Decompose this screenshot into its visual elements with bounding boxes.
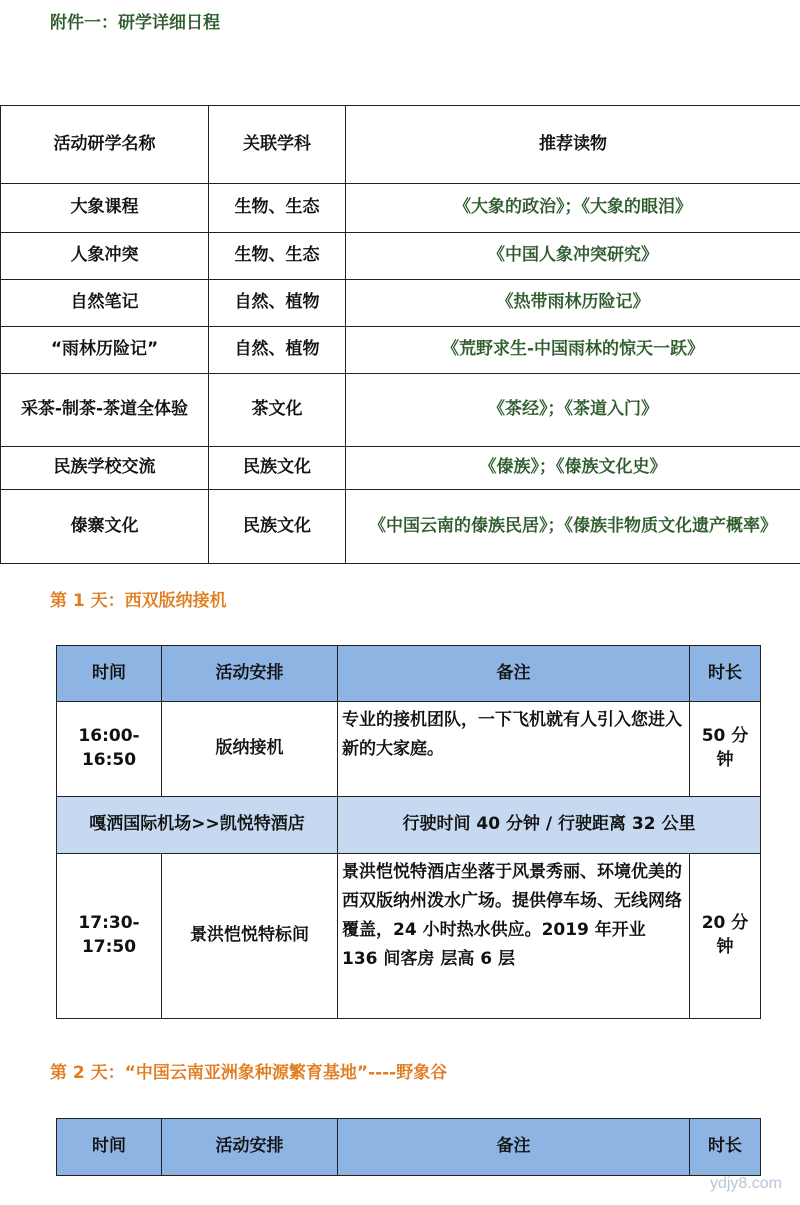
day2-heading: 第 2 天：“中国云南亚洲象种源繁育基地”----野象谷: [50, 1063, 448, 1083]
time-cell: 16:00-16:50: [57, 702, 162, 797]
table-row: [1, 280, 800, 327]
activity-name: 采茶-制茶-茶道全体验: [1, 374, 209, 447]
recommended-books: 《中国人象冲突研究》: [346, 233, 800, 280]
header-cell: 活动研学名称: [1, 106, 209, 184]
header-duration: 时长: [690, 1119, 761, 1176]
table-header-row: [1, 106, 800, 184]
activity-cell: 版纳接机: [162, 702, 338, 797]
recommended-books: 《中国云南的傣族民居》；《傣族非物质文化遗产概率》: [346, 490, 800, 564]
table-row: [1, 184, 800, 233]
activity-name: 人象冲突: [1, 233, 209, 280]
transfer-route: 嘎洒国际机场>>凯悦特酒店: [57, 797, 338, 854]
schedule-row: [57, 702, 761, 797]
activity-name: 民族学校交流: [1, 447, 209, 490]
subject: 自然、植物: [209, 327, 346, 374]
table-row: [1, 447, 800, 490]
subject: 生物、生态: [209, 184, 346, 233]
subject: 民族文化: [209, 447, 346, 490]
reading-table: [0, 105, 800, 564]
recommended-books: 《茶经》；《茶道入门》: [346, 374, 800, 447]
day1-schedule-table: [56, 645, 761, 1019]
recommended-books: 《傣族》；《傣族文化史》: [346, 447, 800, 490]
watermark: ydjy8.com: [709, 1175, 782, 1192]
recommended-books: 《大象的政治》；《大象的眼泪》: [346, 184, 800, 233]
transfer-row: [57, 797, 761, 854]
activity-name: 自然笔记: [1, 280, 209, 327]
subject: 民族文化: [209, 490, 346, 564]
duration-cell: 50 分钟: [690, 702, 761, 797]
header-time: 时间: [57, 646, 162, 702]
duration-cell: 20 分钟: [690, 854, 761, 1019]
recommended-books: 《荒野求生-中国雨林的惊天一跃》: [346, 327, 800, 374]
header-cell: 推荐读物: [346, 106, 800, 184]
note-cell: 景洪恺悦特酒店坐落于风景秀丽、环境优美的西双版纳州泼水广场。提供停车场、无线网络覆盖，24 小时热水供应。2019 年开业 136 间客房 层高 6 层: [338, 854, 690, 1019]
activity-name: 傣寨文化: [1, 490, 209, 564]
time-cell: 17:30-17:50: [57, 854, 162, 1019]
note-cell: 专业的接机团队，一下飞机就有人引入您进入新的大家庭。: [338, 702, 690, 797]
subject: 自然、植物: [209, 280, 346, 327]
subject: 茶文化: [209, 374, 346, 447]
day1-heading: 第 1 天：西双版纳接机: [50, 591, 227, 611]
table-row: [1, 233, 800, 280]
transfer-info: 行驶时间 40 分钟 / 行驶距离 32 公里: [338, 797, 761, 854]
header-time: 时间: [57, 1119, 162, 1176]
activity-cell: 景洪恺悦特标间: [162, 854, 338, 1019]
activity-name: “雨林历险记”: [1, 327, 209, 374]
day2-schedule-table: [56, 1118, 761, 1176]
subject: 生物、生态: [209, 233, 346, 280]
table-row: [1, 374, 800, 447]
schedule-header-row: [57, 1119, 761, 1176]
header-note: 备注: [338, 646, 690, 702]
header-duration: 时长: [690, 646, 761, 702]
header-activity: 活动安排: [162, 1119, 338, 1176]
activity-name: 大象课程: [1, 184, 209, 233]
header-note: 备注: [338, 1119, 690, 1176]
schedule-row: [57, 854, 761, 1019]
header-activity: 活动安排: [162, 646, 338, 702]
page-title: 附件一：研学详细日程: [50, 13, 220, 33]
table-row: [1, 490, 800, 564]
recommended-books: 《热带雨林历险记》: [346, 280, 800, 327]
schedule-header-row: [57, 646, 761, 702]
header-cell: 关联学科: [209, 106, 346, 184]
table-row: [1, 327, 800, 374]
